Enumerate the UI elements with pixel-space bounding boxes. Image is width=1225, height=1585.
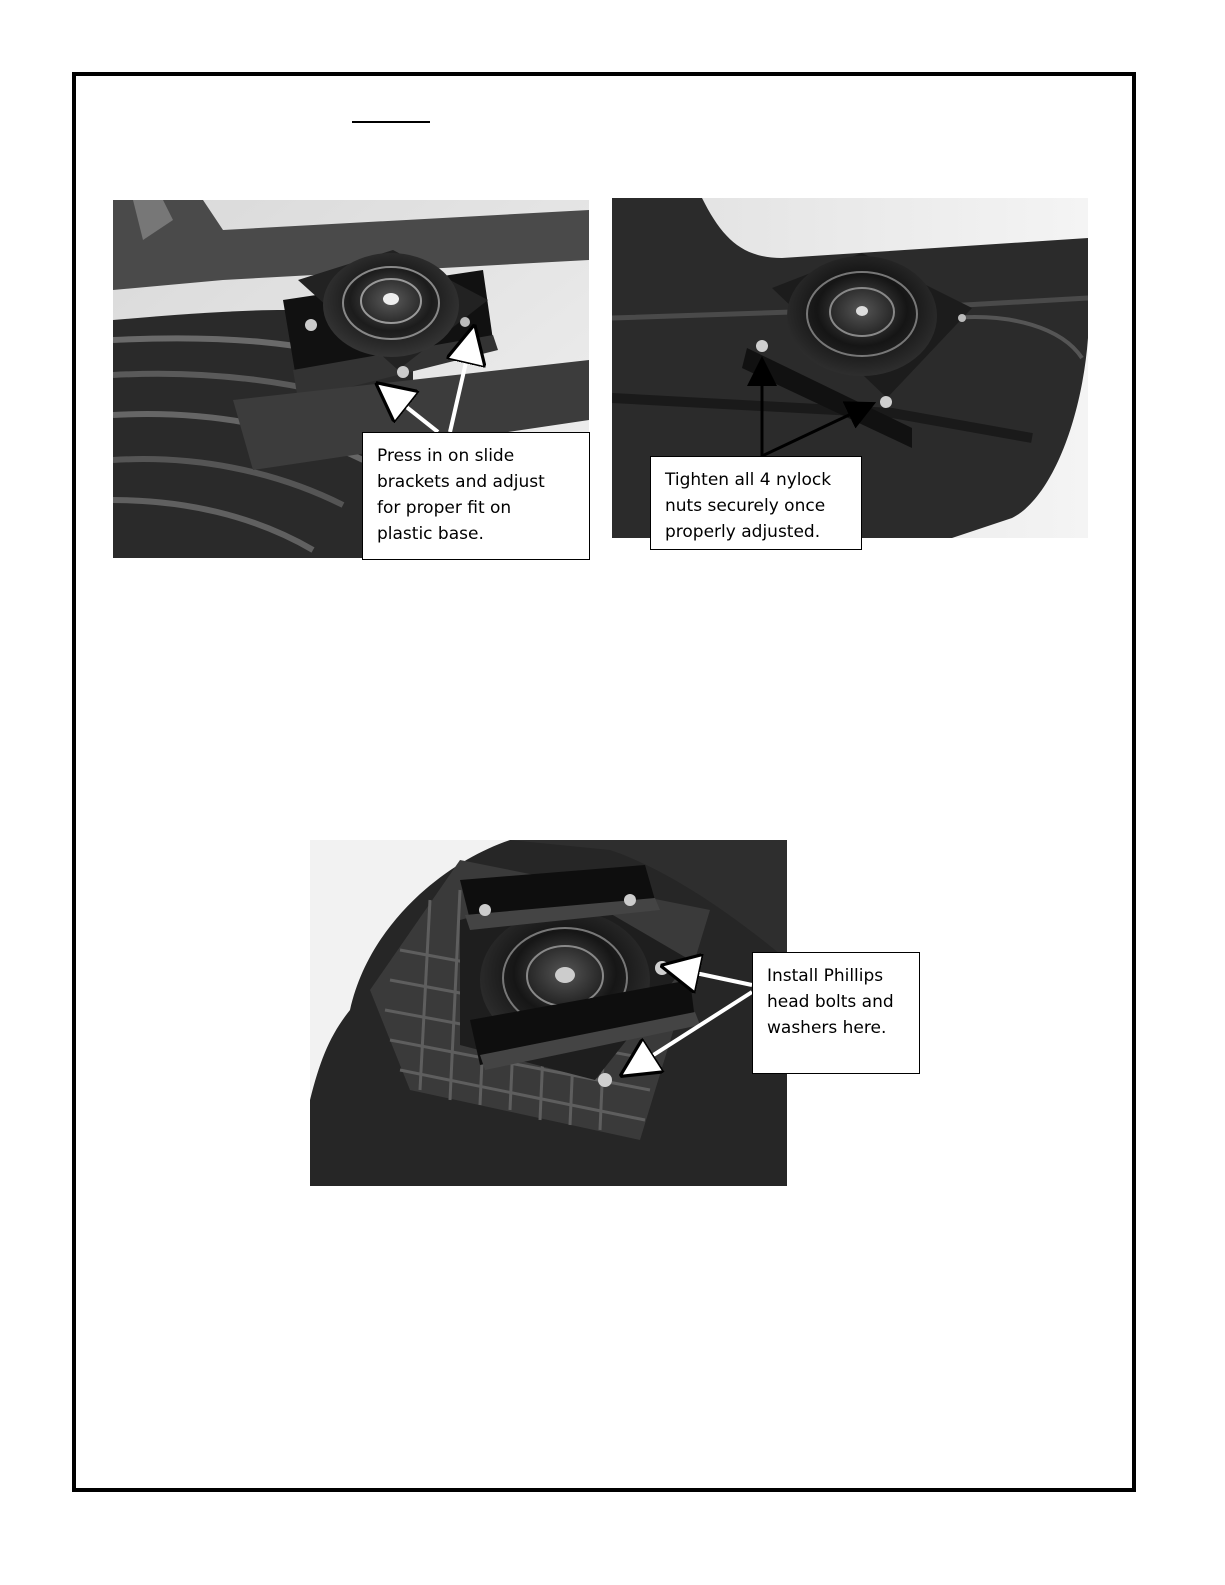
callout-slide-brackets: Press in on slide brackets and adjust for proper fit on plastic base. — [362, 432, 590, 560]
title-underline — [352, 121, 430, 123]
callout-phillips-bolts: Install Phillips head bolts and washers here. — [752, 952, 920, 1074]
callout-nylock-nuts: Tighten all 4 nylock nuts securely once properly adjusted. — [650, 456, 862, 550]
photo-seat-underside — [310, 840, 787, 1186]
